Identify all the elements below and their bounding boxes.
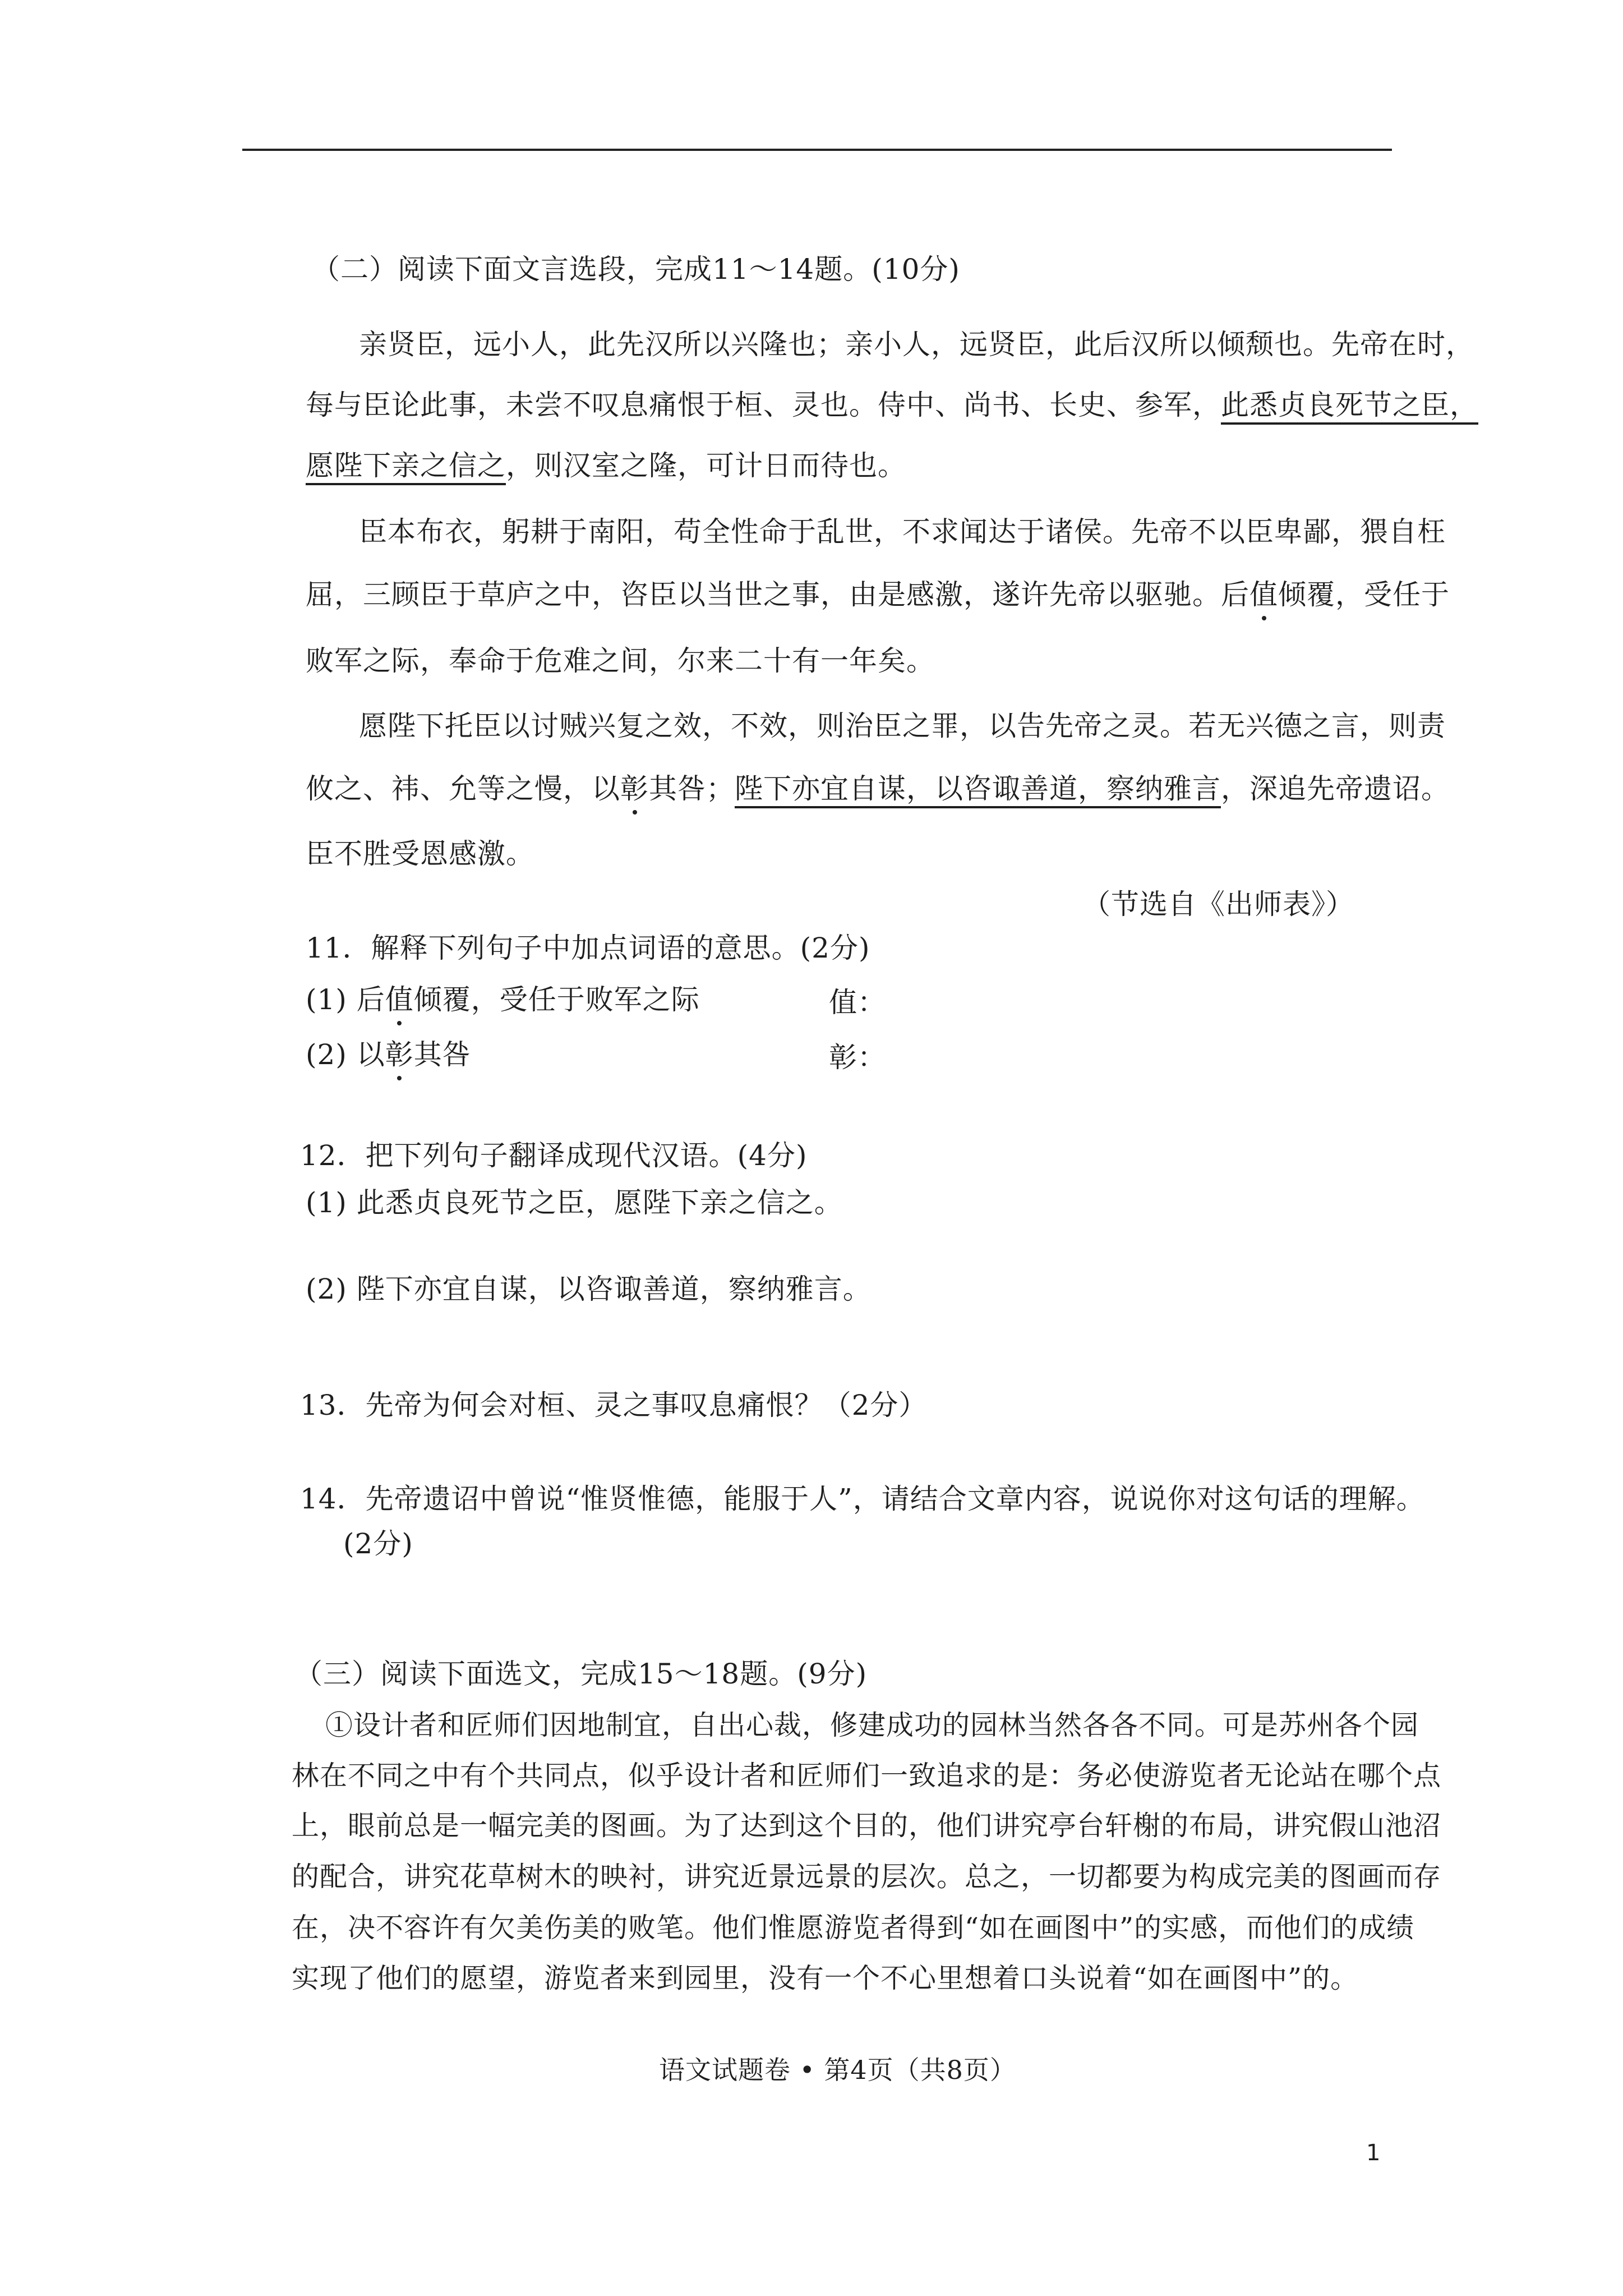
question-text: (1) 后	[306, 983, 385, 1016]
section3-p1-line4: 的配合，讲究花草树木的映衬，讲究近景远景的层次。总之，一切都要为构成完美的图画而存	[292, 1861, 1442, 1893]
section3-p1-line2: 林在不同之中有个共同点，似乎设计者和匠师们一致追求的是：务必使游览者无论站在哪个点	[292, 1760, 1442, 1792]
passage-text: ，深追先帝遗诏。	[1221, 772, 1450, 805]
passage-p2-line3: 败军之际，奉命于危难之间，尔来二十有一年矣。	[306, 645, 935, 677]
q11-item2-answer-label: 彰：	[829, 1041, 886, 1074]
dotted-word: 彰	[620, 772, 649, 805]
section3-heading: （三）阅读下面选文，完成15～18题。(9分)	[294, 1658, 868, 1690]
passage-text: 倾覆，受任于	[1278, 578, 1450, 611]
q12-item1: (1) 此悉贞良死节之臣，愿陛下亲之信之。	[306, 1186, 843, 1219]
dotted-word: 值	[385, 983, 414, 1016]
question-text: 倾覆，受任于败军之际	[413, 983, 700, 1016]
underlined-sentence: 愿陛下亲之信之	[306, 449, 506, 482]
question-text: (2) 以	[306, 1038, 385, 1071]
q14-score: (2分)	[343, 1527, 413, 1560]
q11-item1-answer-label: 值：	[829, 986, 886, 1019]
passage-text: ，则汉室之隆，可计日而待也。	[506, 449, 906, 482]
page-number: 1	[1366, 2140, 1381, 2166]
underlined-sentence: 陛下亦宜自谋，以咨诹善道，察纳雅言	[735, 772, 1221, 805]
passage-p1-line3	[306, 449, 906, 482]
passage-p3-line2	[306, 772, 1450, 806]
page-footer: 语文试题卷 • 第4页（共8页）	[659, 2055, 1016, 2085]
passage-text: 其咎；	[649, 772, 735, 805]
passage-p1-line1: 亲贤臣，远小人，此先汉所以兴隆也；亲小人，远贤臣，此后汉所以倾颓也。先帝在时，	[359, 328, 1474, 361]
passage-p2-line1: 臣本布衣，躬耕于南阳，苟全性命于乱世，不求闻达于诸侯。先帝不以臣卑鄙，猥自枉	[359, 516, 1446, 548]
dotted-word: 值	[1249, 578, 1278, 611]
underlined-sentence: 此悉贞良死节之臣，	[1221, 389, 1478, 421]
section3-p1-line5: 在，决不容许有欠美伤美的败笔。他们惟愿游览者得到“如在画图中”的实感，而他们的成绩	[292, 1912, 1415, 1944]
q11-item2	[306, 1038, 471, 1071]
passage-text: 每与臣论此事，未尝不叹息痛恨于桓、灵也。侍中、尚书、长史、参军，	[306, 389, 1221, 421]
q14-stem: 14．先帝遗诏中曾说“惟贤惟德，能服于人”，请结合文章内容，说说你对这句话的理解。	[300, 1483, 1425, 1515]
q11-item1	[306, 983, 700, 1016]
section3-p1-line1: ①设计者和匠师们因地制宜，自出心裁，修建成功的园林当然各各不同。可是苏州各个园	[325, 1709, 1419, 1741]
section2-heading: （二）阅读下面文言选段，完成11～14题。(10分)	[312, 253, 960, 286]
q12-stem: 12．把下列句子翻译成现代汉语。(4分)	[300, 1139, 808, 1172]
q11-stem: 11．解释下列句子中加点词语的意思。(2分)	[306, 932, 870, 964]
passage-source: （节选自《出师表》）	[1082, 888, 1354, 921]
passage-p1-line2	[306, 388, 1478, 422]
passage-text: 屈，三顾臣于草庐之中，咨臣以当世之事，由是感激，遂许先帝以驱驰。后	[306, 578, 1249, 611]
passage-p2-line2	[306, 578, 1450, 611]
question-text: 其咎	[413, 1038, 471, 1071]
passage-p3-line1: 愿陛下托臣以讨贼兴复之效，不效，则治臣之罪，以告先帝之灵。若无兴德之言，则责	[359, 710, 1446, 742]
top-rule	[242, 149, 1392, 151]
q13-stem: 13．先帝为何会对桓、灵之事叹息痛恨？（2分）	[300, 1389, 928, 1421]
section3-p1-line3: 上，眼前总是一幅完美的图画。为了达到这个目的，他们讲究亭台轩榭的布局，讲究假山池沼	[292, 1810, 1442, 1842]
passage-text: 攸之、祎、允等之慢，以	[306, 772, 620, 805]
q12-item2: (2) 陛下亦宜自谋，以咨诹善道，察纳雅言。	[306, 1273, 872, 1305]
passage-p3-line3: 臣不胜受恩感激。	[306, 838, 534, 870]
section3-p1-line6: 实现了他们的愿望，游览者来到园里，没有一个不心里想着口头说着“如在画图中”的。	[292, 1962, 1359, 1994]
dotted-word: 彰	[385, 1038, 414, 1071]
